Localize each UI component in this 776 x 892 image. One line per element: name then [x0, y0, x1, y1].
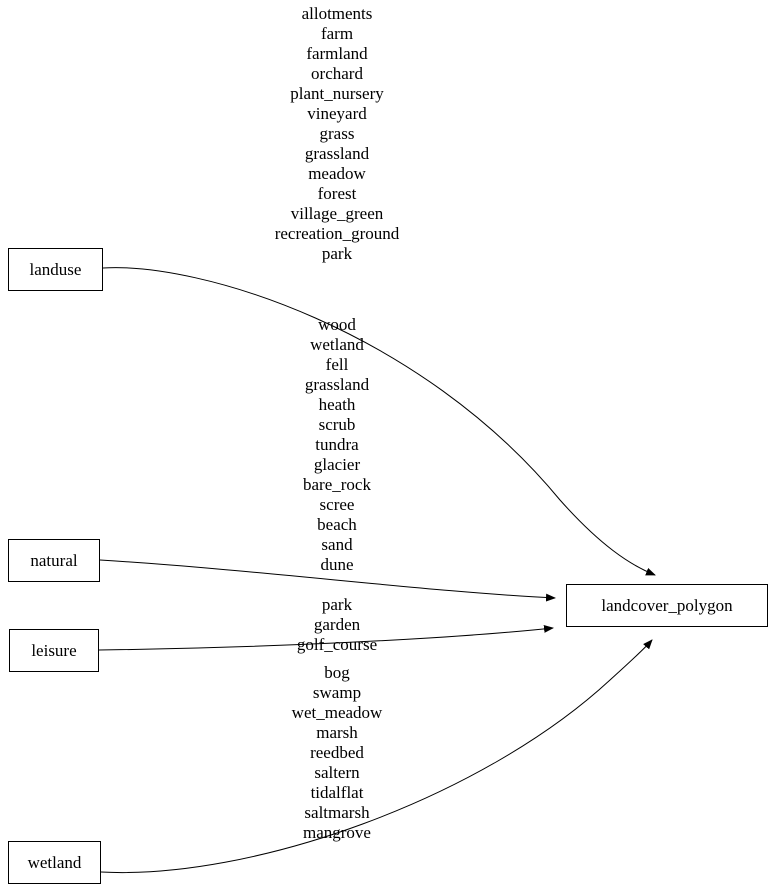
edge-label: village_green — [290, 204, 384, 223]
node-landuse[interactable] — [8, 248, 103, 291]
node-landuse-label: landuse — [29, 260, 82, 279]
edge-labels-natural — [248, 315, 426, 575]
edge-label: beach — [317, 515, 357, 534]
edge-label: plant_nursery — [290, 84, 384, 103]
edge-label: golf_course — [296, 635, 378, 654]
edge-label: scree — [319, 495, 355, 514]
edge-label: heath — [318, 395, 356, 414]
edge-labels-wetland — [248, 663, 426, 843]
edge-label: tundra — [315, 435, 359, 454]
edge-label: park — [321, 595, 353, 614]
edge-label: tidalflat — [310, 783, 364, 802]
edge-label: dune — [320, 555, 354, 574]
edge-label: fell — [325, 355, 349, 374]
edge-label: garden — [313, 615, 361, 634]
edge-label: saltern — [314, 763, 360, 782]
node-natural-label: natural — [30, 551, 78, 570]
edge-label: bog — [324, 663, 350, 682]
edge-label: glacier — [313, 455, 361, 474]
edge-label: scrub — [318, 415, 356, 434]
edge-label: wood — [318, 315, 356, 334]
edge-label: forest — [317, 184, 357, 203]
node-wetland-label: wetland — [27, 853, 82, 872]
node-landcover-polygon[interactable] — [566, 584, 768, 627]
edge-labels-landuse — [248, 4, 426, 264]
edge-label: wet_meadow — [291, 703, 383, 722]
edge-label: farmland — [306, 44, 368, 63]
node-leisure[interactable] — [9, 629, 99, 672]
edge-label: grassland — [304, 375, 370, 394]
node-landcover-polygon-label: landcover_polygon — [601, 596, 733, 615]
edge-label: reedbed — [310, 743, 364, 762]
edge-label: sand — [321, 535, 353, 554]
edge-label: orchard — [311, 64, 363, 83]
edge-label: vineyard — [307, 104, 367, 123]
edge-label: farm — [320, 24, 354, 43]
node-wetland[interactable] — [8, 841, 101, 884]
edge-label: grass — [319, 124, 355, 143]
edge-label: allotments — [301, 4, 373, 23]
node-leisure-label: leisure — [31, 641, 77, 660]
edge-labels-leisure — [248, 595, 426, 655]
edge-label: meadow — [308, 164, 366, 183]
edge-label: marsh — [316, 723, 358, 742]
edge-label: park — [321, 244, 353, 263]
edge-label: wetland — [310, 335, 364, 354]
edge-label: mangrove — [303, 823, 371, 842]
edge-label: grassland — [304, 144, 370, 163]
edge-label: swamp — [312, 683, 362, 702]
edge-label: saltmarsh — [304, 803, 370, 822]
node-natural[interactable] — [8, 539, 100, 582]
edge-label: recreation_ground — [274, 224, 400, 243]
edge-label: bare_rock — [303, 475, 371, 494]
